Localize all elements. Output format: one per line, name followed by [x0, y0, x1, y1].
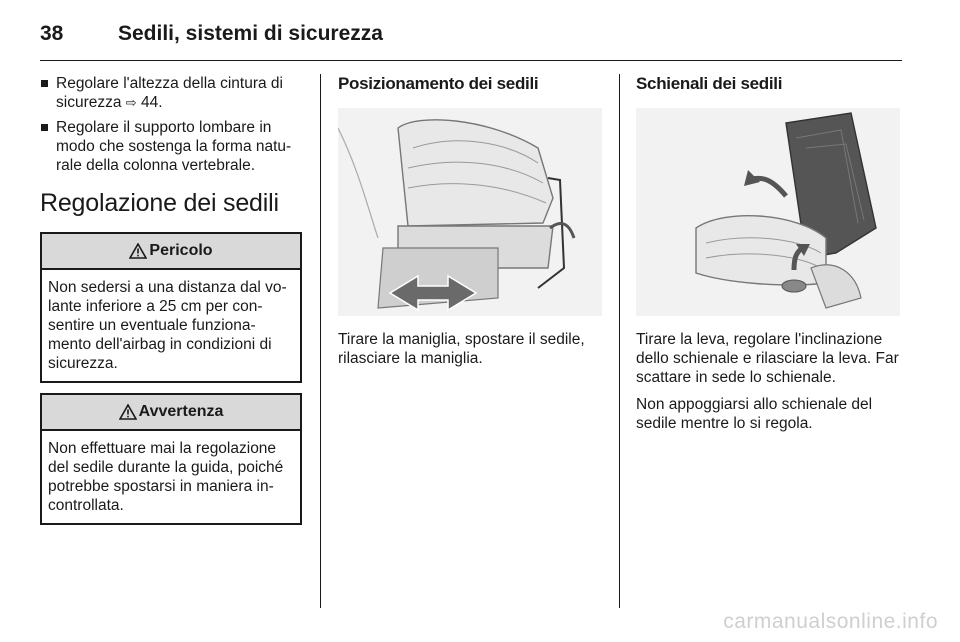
- bullet-square-icon: [41, 124, 48, 131]
- danger-box-header: [42, 234, 300, 270]
- caution-box: [40, 393, 302, 525]
- figure-caption: Tirare la maniglia, spostare il sedile, rilasciare la maniglia.: [338, 331, 585, 367]
- page-reference-arrow-icon[interactable]: ⇨: [125, 95, 137, 110]
- caution-title: Avvertenza: [138, 403, 224, 420]
- bullet-list: [40, 74, 302, 175]
- caution-box-header: [42, 395, 300, 431]
- danger-text: Non sedersi a una distanza dal vo-lante inferiore a 25 cm per con-sentire un eventuale funziona-mento dell'airbag in condizioni di sicurezza.: [48, 279, 287, 372]
- list-item: [40, 74, 302, 112]
- bullet-text: Regolare l'altezza della cintura di sicurezza: [56, 75, 283, 111]
- page-header: [40, 18, 900, 58]
- bullet-square-icon: [41, 80, 48, 87]
- subsection-heading: Schienali dei sedili: [636, 74, 783, 93]
- column-divider-2: [619, 74, 620, 608]
- page-reference[interactable]: 44.: [136, 94, 163, 111]
- bullet-text: Regolare il supporto lombare in modo che sostenga la forma natu-rale della colonna vertebrale.: [56, 119, 292, 174]
- subsection-heading: Posizionamento dei sedili: [338, 74, 539, 93]
- watermark: carmanualsonline.info: [723, 610, 938, 633]
- backrest-recline-drawing: [636, 108, 900, 316]
- page-number: 38: [40, 22, 64, 45]
- list-item: [40, 118, 302, 175]
- header-rule: [40, 60, 902, 61]
- danger-title: Pericolo: [149, 242, 213, 259]
- warning-triangle-icon: [129, 243, 147, 259]
- warning-triangle-icon: [119, 404, 137, 420]
- seat-position-illustration: [338, 108, 602, 316]
- paragraph: Non appoggiarsi allo schienale del sedile mentre lo si regola.: [636, 396, 873, 432]
- backrest-illustration: [636, 108, 900, 316]
- chapter-title: Sedili, sistemi di sicurezza: [118, 22, 383, 45]
- paragraph: Tirare la leva, regolare l'inclinazione dello schienale e rilasciare la leva. Far scattare in sede lo schienale.: [636, 331, 899, 386]
- column-left: [40, 74, 302, 535]
- caution-text: Non effettuare mai la regolazione del sedile durante la guida, poiché potrebbe spostarsi in maniera in-controllata.: [48, 440, 284, 514]
- section-heading: Regolazione dei sedili: [40, 189, 279, 217]
- seat-slider-drawing: [338, 108, 602, 316]
- danger-box: [40, 232, 302, 383]
- column-divider-1: [320, 74, 321, 608]
- column-middle: [338, 74, 602, 368]
- column-right: [636, 74, 902, 433]
